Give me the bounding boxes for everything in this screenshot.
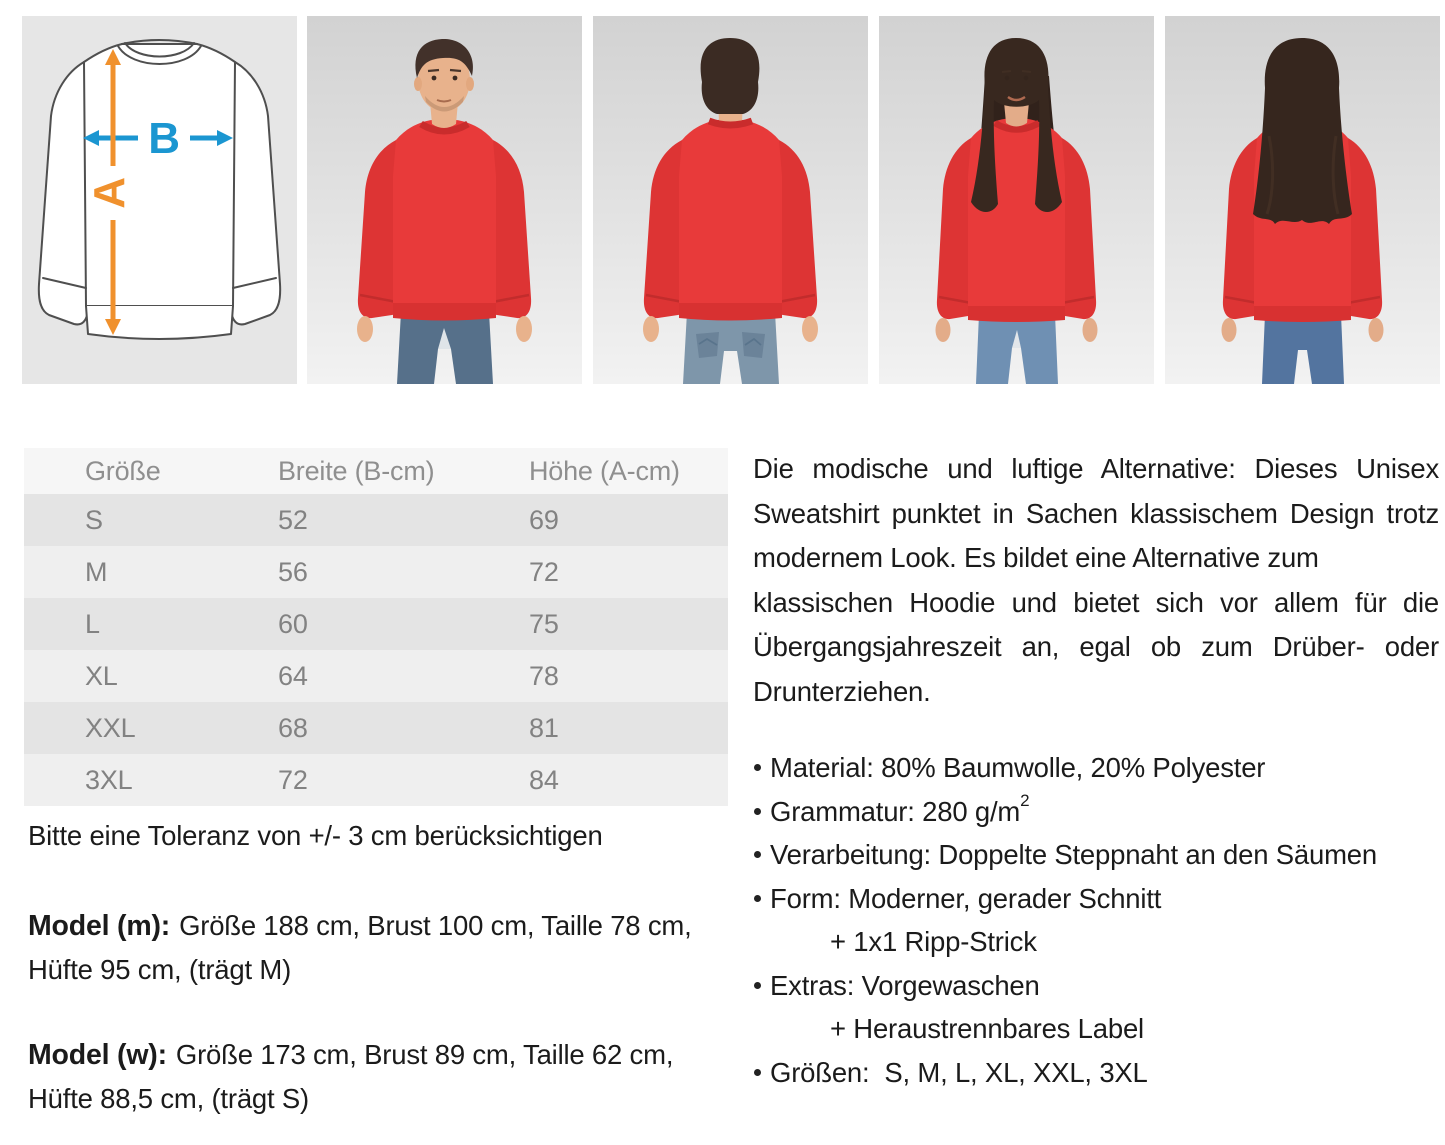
column-header-height: Höhe (A-cm) xyxy=(529,455,680,486)
height-cell: 84 xyxy=(529,764,559,795)
description-line: Die modische und luftige Alternative: Dieses Unisex xyxy=(753,453,1439,484)
size-table-header-row xyxy=(24,448,728,494)
sweatshirt-measurement-diagram xyxy=(22,16,297,384)
height-cell: 75 xyxy=(529,608,559,639)
description-line: Übergangsjahreszeit an, egal ob zum Drüber- oder xyxy=(753,631,1439,662)
width-cell: 64 xyxy=(278,660,308,691)
description-line: klassischen Hoodie und bietet sich vor allem für die xyxy=(753,586,1439,618)
photo-male-front xyxy=(307,16,582,384)
table-row xyxy=(24,650,728,702)
product-description xyxy=(753,447,1439,714)
photo-female-back xyxy=(1165,16,1440,384)
model-w-info xyxy=(28,1033,728,1121)
width-label: B xyxy=(148,114,180,163)
description-line: Sweatshirt punktet in Sachen klassischem Design trotz xyxy=(753,497,1439,529)
feature-form: Form: Moderner, gerader Schnitt xyxy=(753,877,1439,921)
feature-extras: Extras: Vorgewaschen xyxy=(753,964,1439,1008)
photo-female-front xyxy=(879,16,1154,384)
bullet-icon xyxy=(754,895,761,902)
feature-groessen: Größen: S, M, L, XL, XXL, 3XL xyxy=(753,1051,1439,1095)
height-cell: 69 xyxy=(529,504,559,535)
model-w-label: Model (w): xyxy=(28,1039,167,1071)
feature-extras-continuation: + Heraustrennbares Label xyxy=(830,1013,1144,1044)
width-cell: 52 xyxy=(278,504,308,535)
feature-list xyxy=(753,746,1439,1094)
photo-male-back xyxy=(593,16,868,384)
male-front-photo xyxy=(307,16,582,384)
model-w-line2: Hüfte 88,5 cm, (trägt S) xyxy=(28,1083,309,1114)
feature-verarbeitung: Verarbeitung: Doppelte Steppnaht an den Säumen xyxy=(753,833,1439,877)
tolerance-note: Bitte eine Toleranz von +/- 3 cm berücksichtigen xyxy=(28,820,603,851)
superscript-2: 2 xyxy=(1020,791,1030,811)
bullet-icon xyxy=(754,1069,761,1076)
description-line: Drunterziehen. xyxy=(753,675,931,707)
size-cell: 3XL xyxy=(85,764,133,795)
width-cell: 60 xyxy=(278,608,308,639)
height-cell: 81 xyxy=(529,712,559,743)
bullet-icon xyxy=(754,982,761,989)
height-cell: 72 xyxy=(529,556,559,587)
width-cell: 56 xyxy=(278,556,308,587)
size-cell: L xyxy=(85,608,100,639)
feature-grammatur: Grammatur: 280 $g/m^2$ xyxy=(753,790,1439,834)
size-cell: M xyxy=(85,556,108,587)
height-label: A xyxy=(85,177,134,209)
size-diagram-panel xyxy=(22,16,297,384)
model-m-label: Model (m): xyxy=(28,910,171,942)
feature-form-continuation: + 1x1 Ripp-Strick xyxy=(830,926,1037,957)
sweatshirt-outline-icon xyxy=(39,40,280,339)
female-back-photo xyxy=(1165,16,1440,384)
column-header-size: Größe xyxy=(85,455,161,486)
column-header-width: Breite (B-cm) xyxy=(278,455,435,486)
size-cell: XL xyxy=(85,660,118,691)
description-line: modernem Look. Es bildet eine Alternative zum xyxy=(753,542,1319,573)
bullet-icon xyxy=(754,808,761,815)
table-row xyxy=(24,754,728,806)
model-m-info xyxy=(28,904,728,992)
size-cell: S xyxy=(85,504,103,535)
model-w-line1: Model (w): Größe 173 cm, Brust 89 cm, Taille 62 cm, xyxy=(28,1039,674,1071)
width-cell: 72 xyxy=(278,764,308,795)
table-row xyxy=(24,546,728,598)
female-front-photo xyxy=(879,16,1154,384)
bullet-icon xyxy=(754,764,761,771)
model-m-line2: Hüfte 95 cm, (trägt M) xyxy=(28,954,292,985)
table-row xyxy=(24,598,728,650)
width-cell: 68 xyxy=(278,712,308,743)
feature-material: Material: 80% Baumwolle, 20% Polyester xyxy=(753,746,1439,790)
bullet-icon xyxy=(754,851,761,858)
size-table xyxy=(24,448,728,806)
size-cell: XXL xyxy=(85,712,136,743)
height-cell: 78 xyxy=(529,660,559,691)
model-m-line1: Model (m): Größe 188 cm, Brust 100 cm, Taille 78 cm, xyxy=(28,910,692,942)
table-row xyxy=(24,494,728,546)
table-row xyxy=(24,702,728,754)
male-back-photo xyxy=(593,16,868,384)
